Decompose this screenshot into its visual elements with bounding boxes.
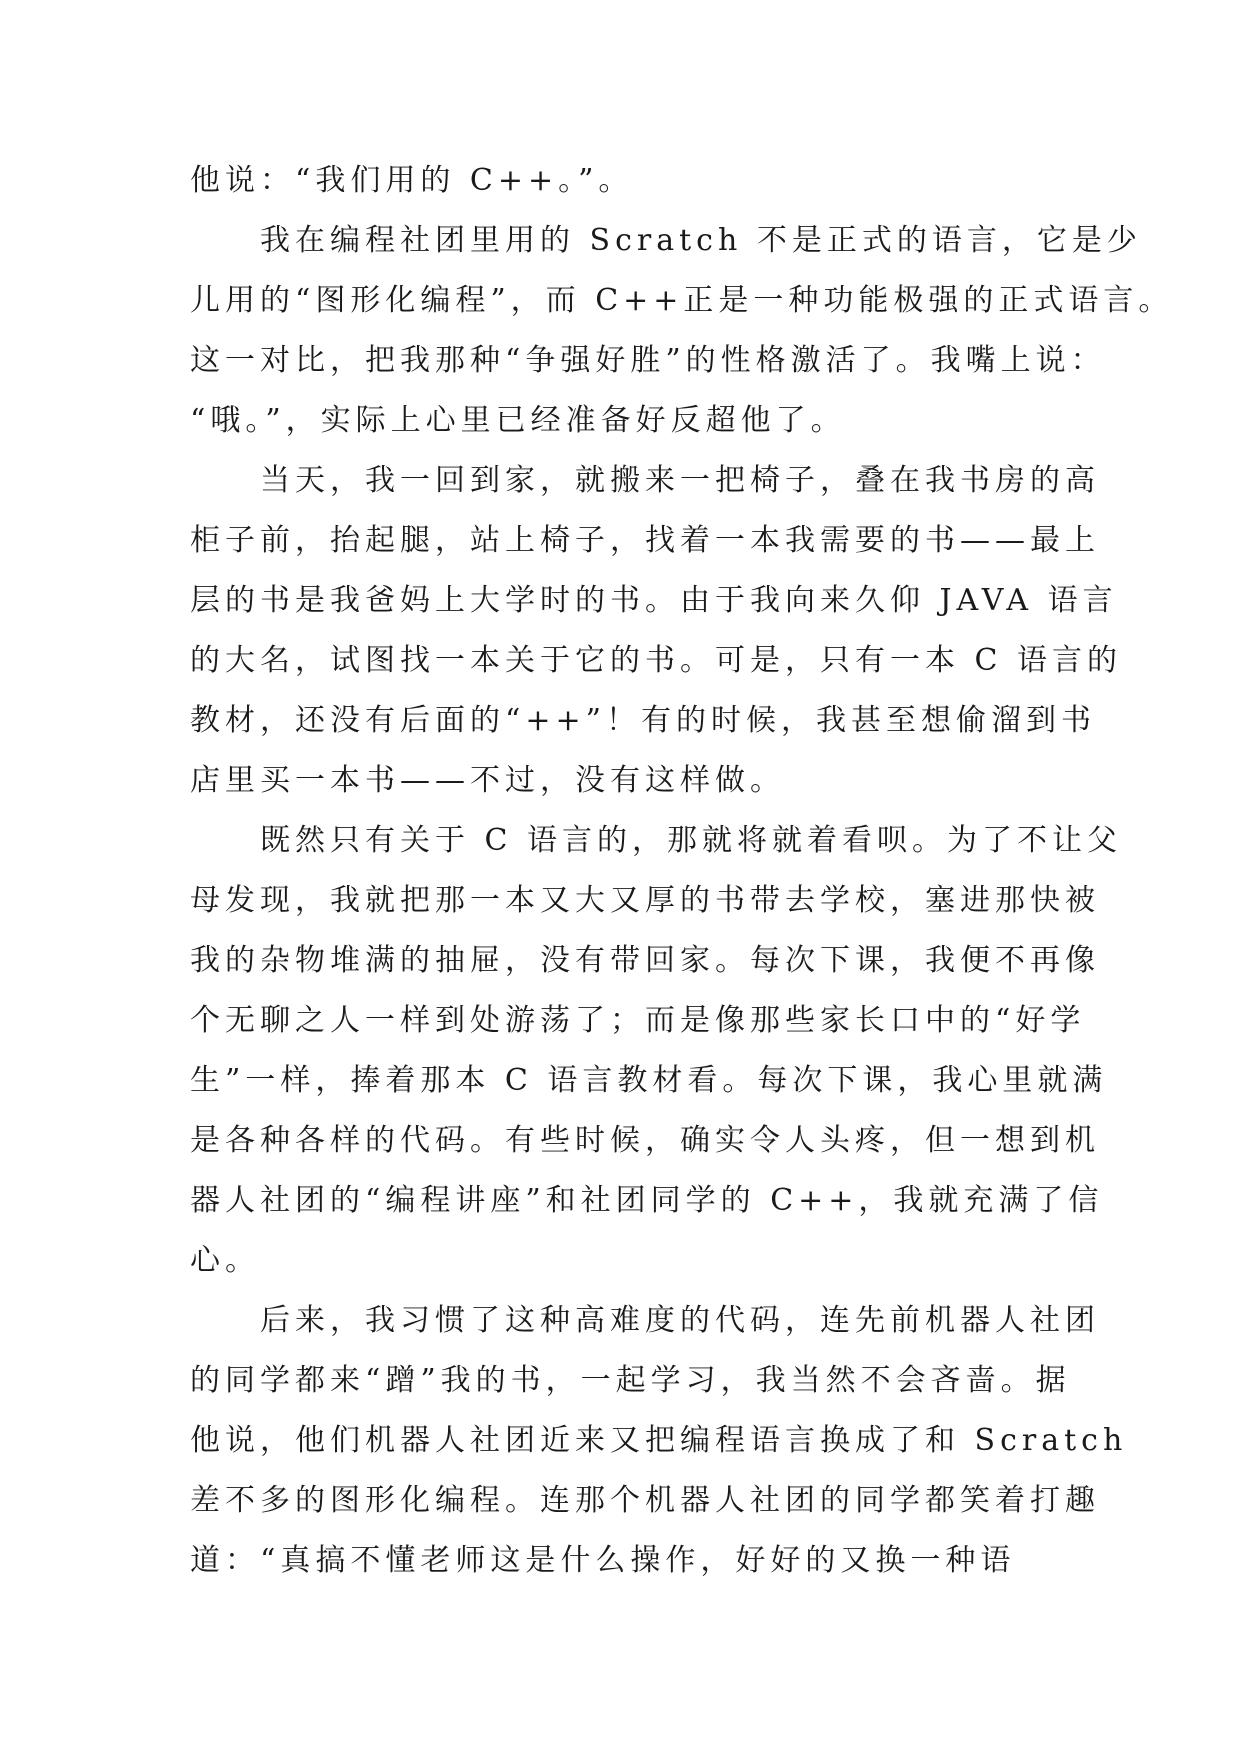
text-line: 心。 xyxy=(190,1243,260,1278)
text-line: 层的书是我爸妈上大学时的书。由于我向来久仰 JAVA 语言 xyxy=(190,583,1118,618)
text-line: 他说：“我们用的 C++。”。 xyxy=(190,163,634,198)
text-line: 生”一样，捧着那本 C 语言教材看。每次下课，我心里就满 xyxy=(190,1063,1108,1098)
text-line: 教材，还没有后面的“++”！有的时候，我甚至想偷溜到书 xyxy=(190,703,1096,738)
text-line: 的大名，试图找一本关于它的书。可是，只有一本 C 语言的 xyxy=(190,643,1123,678)
text-line: 他说，他们机器人社团近来又把编程语言换成了和 Scratch xyxy=(190,1423,1128,1458)
text-line: 道：“真搞不懂老师这是什么操作，好好的又换一种语 xyxy=(190,1543,1016,1578)
text-line: 母发现，我就把那一本又大又厚的书带去学校，塞进那快被 xyxy=(190,883,1100,918)
text-line: 是各种各样的代码。有些时候，确实令人头疼，但一想到机 xyxy=(190,1123,1100,1158)
essay-body xyxy=(190,151,1174,1591)
text-line-paragraph-start: 我在编程社团里用的 Scratch 不是正式的语言，它是少 xyxy=(260,223,1142,258)
text-line: “哦。”，实际上心里已经准备好反超他了。 xyxy=(190,403,846,438)
text-line: 柜子前，抬起腿，站上椅子，找着一本我需要的书——最上 xyxy=(190,523,1100,558)
text-line: 器人社团的“编程讲座”和社团同学的 C++，我就充满了信 xyxy=(190,1183,1104,1218)
text-line: 这一对比，把我那种“争强好胜”的性格激活了。我嘴上说： xyxy=(190,343,1106,378)
text-line: 儿用的“图形化编程”，而 C++正是一种功能极强的正式语言。 xyxy=(190,283,1174,318)
text-line-paragraph-start: 后来，我习惯了这种高难度的代码，连先前机器人社团 xyxy=(260,1303,1100,1338)
text-line: 我的杂物堆满的抽屉，没有带回家。每次下课，我便不再像 xyxy=(190,943,1100,978)
text-line-paragraph-start: 当天，我一回到家，就搬来一把椅子，叠在我书房的高 xyxy=(260,463,1100,498)
text-line: 差不多的图形化编程。连那个机器人社团的同学都笑着打趣 xyxy=(190,1483,1100,1518)
text-line-paragraph-start: 既然只有关于 C 语言的，那就将就着看呗。为了不让父 xyxy=(260,823,1123,858)
text-line: 店里买一本书——不过，没有这样做。 xyxy=(190,763,785,798)
text-line: 个无聊之人一样到处游荡了；而是像那些家长口中的“好学 xyxy=(190,1003,1086,1038)
text-line: 的同学都来“蹭”我的书，一起学习，我当然不会吝啬。据 xyxy=(190,1363,1071,1398)
